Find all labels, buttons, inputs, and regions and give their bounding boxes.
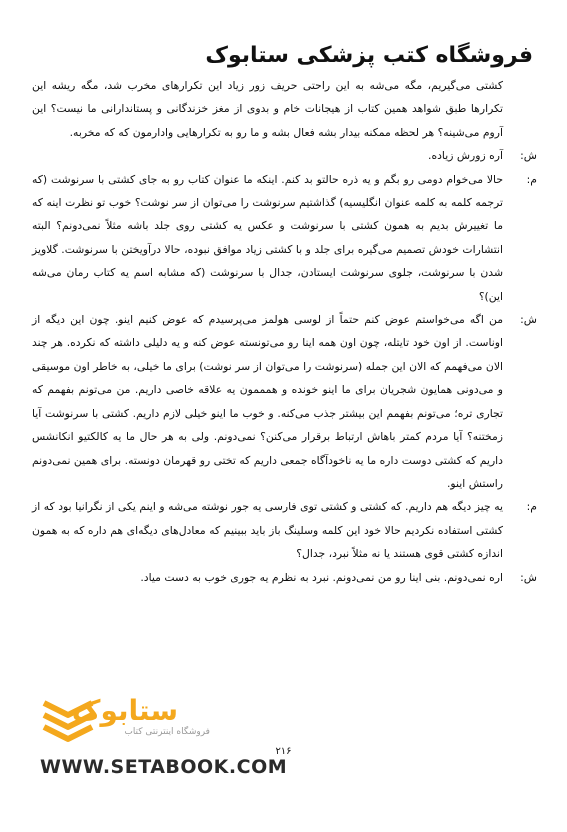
dialogue-body xyxy=(30,74,537,589)
dialogue-paragraph xyxy=(30,144,537,167)
speaker-label: ش: xyxy=(520,570,537,584)
dialogue-paragraph xyxy=(30,168,537,308)
speaker-label: م: xyxy=(526,172,537,186)
speech-text: آره زورش زیاده. xyxy=(428,149,503,163)
dialogue-paragraph xyxy=(30,308,537,495)
page-header-title: فروشگاه کتب پزشکی ستابوک xyxy=(205,43,533,68)
dialogue-paragraph xyxy=(30,495,537,565)
speaker-label: م: xyxy=(526,500,537,514)
watermark-url: WWW.SETABOOK.COM xyxy=(40,756,288,778)
dialogue-paragraph xyxy=(30,74,537,144)
speaker-label: ش: xyxy=(520,313,537,327)
speech-text: اره نمی‌دونم. بنی اینا رو من نمی‌دونم. نبرد به نظرم یه جوری خوب به دست میاد. xyxy=(140,570,503,584)
speech-text: یه چیز دیگه هم داریم. که کشتی و کشتی توی فارسی یه جور نوشته می‌شه و اینم یکی از نگرانیا بود که از کشتی استفاده نکردیم حالا خود این کلمه وسلینگ باز باید ببینیم که معادل‌های دیگه‌ای هم داره که به همون اندازه کشتی قوی هستند یا نه مثلاً نبرد، جدال؟ xyxy=(32,500,503,561)
speaker-label: ش: xyxy=(520,149,537,163)
watermark-tagline: فروشگاه اینترنتی کتاب xyxy=(124,727,210,737)
dialogue-paragraph xyxy=(30,566,537,589)
watermark-logo xyxy=(38,693,238,747)
page-number: ۲۱۶ xyxy=(275,746,292,757)
speech-text: کشتی می‌گیریم، مگه می‌شه به این راحتی حریف زور زیاد این تکرارهای مخرب شد، مگه ریشه این تکرارها طبق شواهد همین کتاب از هیجانات خام و بدوی از مغز خزندگانی و پستاندارانی ما نیست؟ این آروم می‌شینه؟ هر لحظه ممکنه بیدار بشه فعال بشه و ما رو به تکرارهایی وادارمون که که مخربه. xyxy=(32,79,503,139)
speech-text: حالا می‌خوام دومی رو بگم و یه ذره حالتو بد کنم. اینکه ما عنوان کتاب رو به جای کشتی با سرنوشت (که ترجمه کلمه به کلمه عنوان انگلیسیه) گذاشتیم سرنوشت را می‌توان از سر نوشت؟ خوب تو نظرت اینه که ما تغییرش بدیم به همون کشتی با سرنوشت و عکس یه کشتی روی جلد باشه مثلاً نمی‌دونم؟ البته انتشارات خودش تصمیم می‌گیره برای جلد و با کشتی زیاد موافق نبوده، حالا درآویختن با سرنوشت. گلاویز شدن با سرنوشت، جلوی سرنوشت ایستادن، جدال با سرنوشت (که مشابه اسم یه کتاب رمان می‌شه این)؟ xyxy=(32,172,503,303)
speech-text: من اگه می‌خواستم عوض کنم حتماً از لوسی هولمز می‌پرسیدم که عوض کنیم اینو. چون این دیگه از اوناست. از اون خود تایتله، چون اون همه اینا رو می‌تونسته عوض کنه و یه دلیلی داشته که نکرده. هر چند الان می‌فهمم که الان این جمله (سرنوشت را می‌توان از سر نوشت) برای ما خیلی، به خاطر اون موسیقی و می‌دونی همایون شجریان برای ما اینو خونده و همممون یه علاقه خاصی داریم. من می‌تونم بفهمم که تجاری تره؛ می‌تونم بفهمم این بیشتر جذب می‌کنه. و خوب ما اینو خیلی لازم داریم. کشتی با سرنوشت آیا زمختنه؟ آیا مردم کمتر باهاش ارتباط برقرار می‌کنن؟ نمی‌دونم. ولی به هر حال ما یه کالکتیو انکانشس داریم که کشتی دوست داره ما یه ناخودآگاه جمعی داریم که تختی رو قهرمان دونسته. برای همین نمی‌دونم راستش اینو. xyxy=(32,313,503,490)
watermark-brand: ستابوک xyxy=(71,694,178,727)
